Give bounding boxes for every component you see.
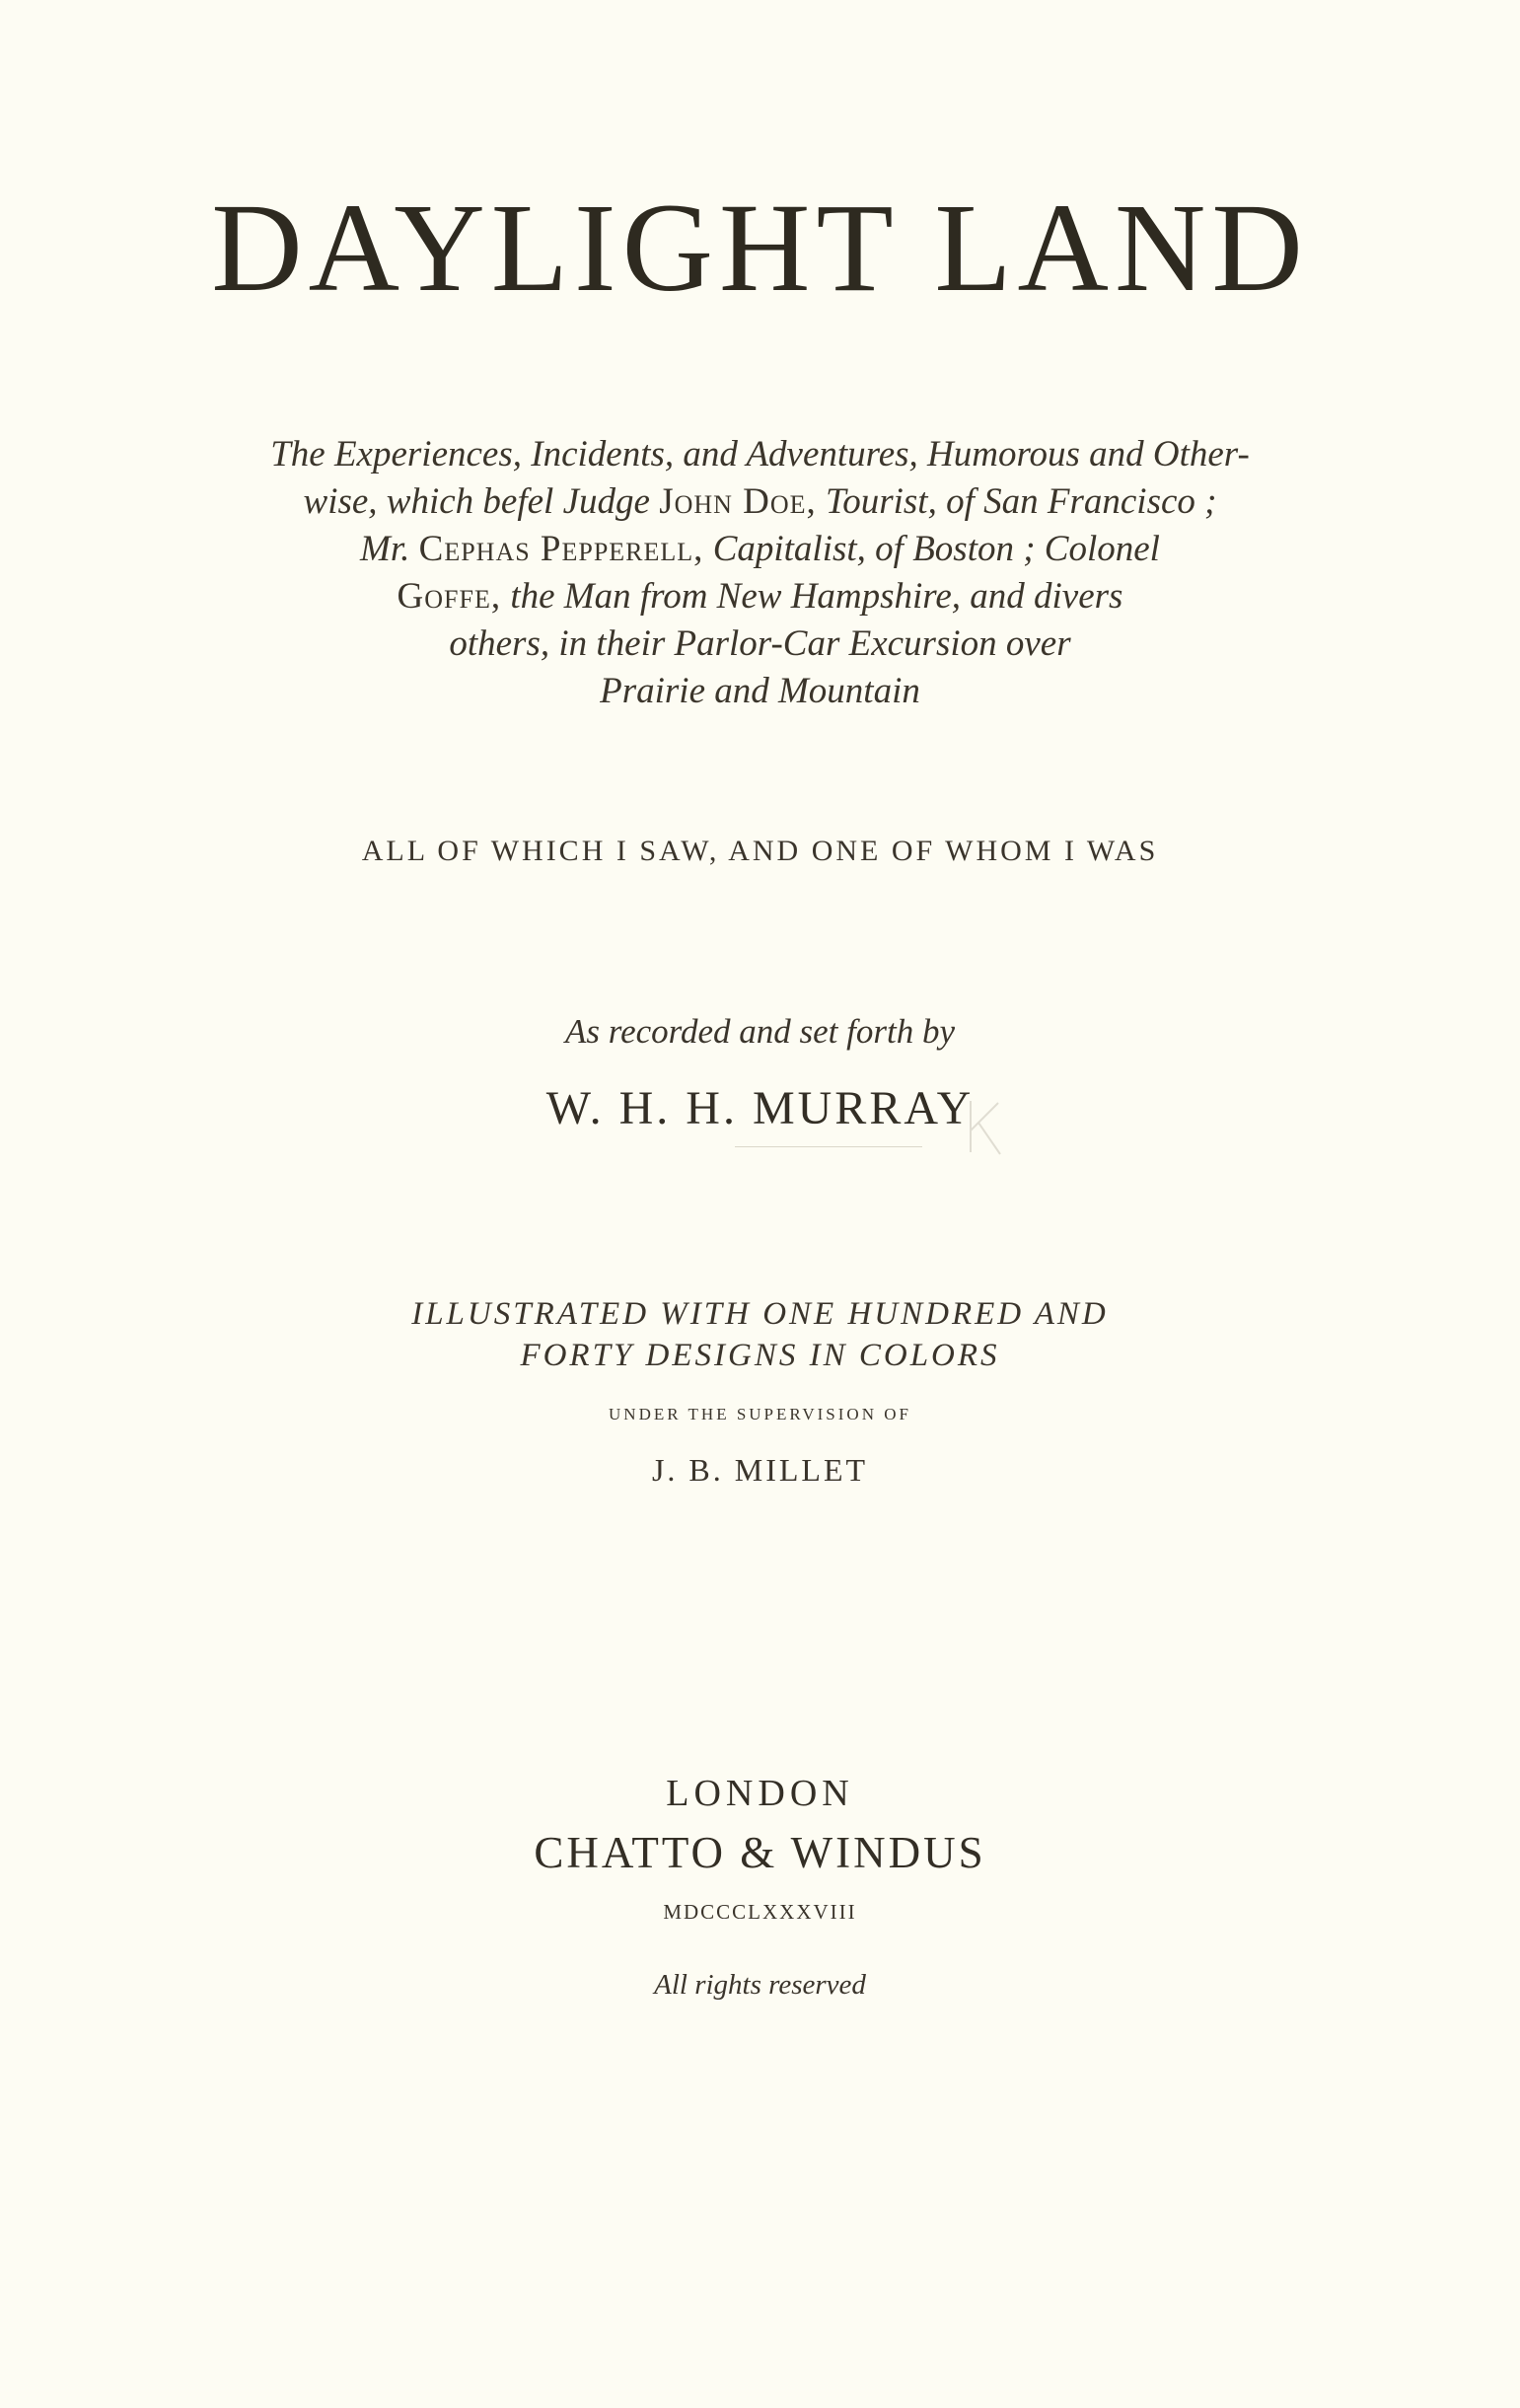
- subtitle-line-1: [0, 436, 1520, 473]
- subtitle-text: wise, which befel Judge: [303, 481, 660, 522]
- faint-pencil-mark: [965, 1097, 1004, 1156]
- illustrated-line-2: FORTY DESIGNS IN COLORS: [520, 1338, 1000, 1373]
- subtitle-line-2: [0, 483, 1520, 520]
- rights-statement: All rights reserved: [654, 1969, 866, 2001]
- imprint-year: MDCCCLXXXVIII: [663, 1900, 857, 1924]
- faint-underline-mark: [735, 1146, 922, 1147]
- subtitle-text: others, in their Parlor-Car Excursion over: [449, 623, 1071, 664]
- illustrated-line-1: ILLUSTRATED WITH ONE HUNDRED AND: [411, 1296, 1109, 1332]
- subtitle-text: The Experiences, Incidents, and Adventures, Humorous and Other-: [270, 434, 1250, 474]
- subtitle-text: Capitalist, of Boston ; Colonel: [703, 529, 1160, 569]
- subtitle-name-goffe: Goffe,: [397, 576, 502, 617]
- subtitle-text: Mr.: [360, 529, 419, 569]
- subtitle-line-4: [0, 578, 1520, 615]
- book-title: DAYLIGHT LAND: [211, 178, 1309, 318]
- subtitle-text: the Man from New Hampshire, and divers: [501, 576, 1123, 617]
- subtitle-line-5: [0, 625, 1520, 662]
- tagline: ALL OF WHICH I SAW, AND ONE OF WHOM I WAS: [361, 835, 1159, 867]
- subtitle-name-john-doe: John Doe,: [659, 481, 817, 522]
- supervision-label: UNDER THE SUPERVISION OF: [609, 1405, 911, 1423]
- subtitle-text: Prairie and Mountain: [600, 671, 920, 711]
- author-name: W. H. H. MURRAY: [545, 1082, 975, 1134]
- subtitle-line-6: [0, 673, 1520, 709]
- subtitle-line-3: [0, 531, 1520, 567]
- subtitle-name-cephas-pepperell: Cephas Pepperell,: [418, 529, 704, 569]
- imprint-publisher: CHATTO & WINDUS: [534, 1828, 986, 1877]
- subtitle-text: Tourist, of San Francisco ;: [816, 481, 1217, 522]
- supervisor-name: J. B. MILLET: [651, 1452, 869, 1488]
- recorded-by: As recorded and set forth by: [565, 1012, 955, 1051]
- imprint-city: LONDON: [666, 1773, 854, 1814]
